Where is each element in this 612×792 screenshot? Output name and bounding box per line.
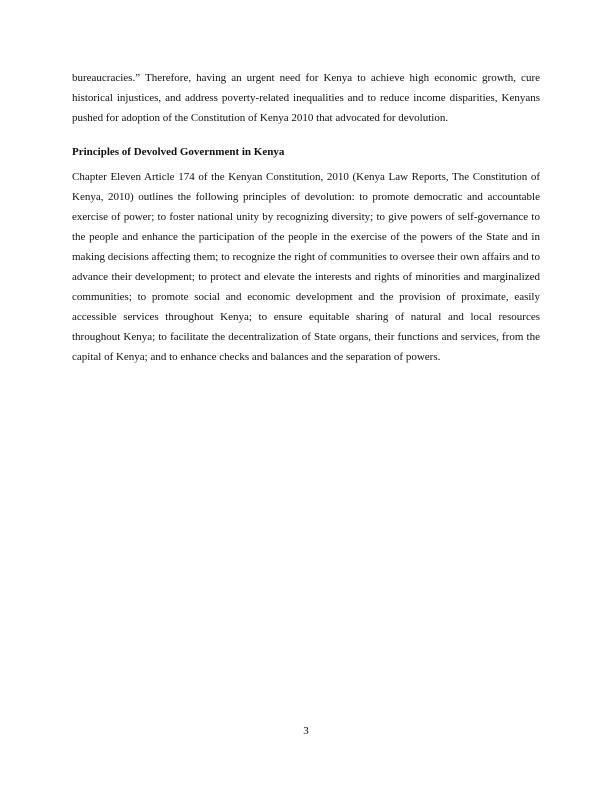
page-number: 3: [303, 725, 309, 737]
section-heading: Principles of Devolved Government in Kenya: [72, 146, 285, 158]
intro-paragraph: bureaucracies.” Therefore, having an urgent need for Kenya to achieve high economic growth, cure historical injustices, and address poverty-related inequalities and to reduce income disparities, Kenyans pushed for adoption of the Constitution of Kenya 2010 that advocated for devolution.: [72, 72, 540, 124]
document-page: [72, 68, 540, 367]
principles-paragraph: Chapter Eleven Article 174 of the Kenyan Constitution, 2010 (Kenya Law Reports, The Constitution of Kenya, 2010) outlines the following principles of devolution: to promote democratic and accountable exercise of power; to foster national unity by recognizing diversity; to give powers of self-governance to the people and enhance the participation of the people in the exercise of the powers of the State and in making decisions affecting them; to recognize the right of communities to oversee their own affairs and to advance their development; to protect and elevate the interests and rights of minorities and marginalized communities; to promote social and economic development and the provision of proximate, easily accessible services throughout Kenya; to ensure equitable sharing of natural and local resources throughout Kenya; to facilitate the decentralization of State organs, their functions and services, from the capital of Kenya; and to enhance checks and balances and the separation of powers.: [72, 171, 540, 363]
